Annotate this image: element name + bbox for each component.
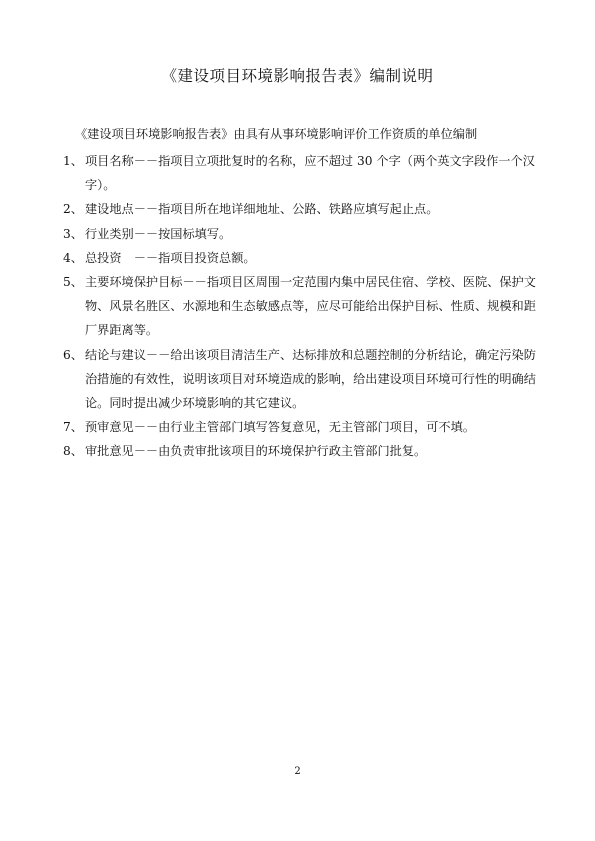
instruction-list bbox=[63, 149, 548, 464]
item-number: 4、 bbox=[63, 250, 83, 265]
list-item bbox=[63, 439, 548, 463]
list-item bbox=[63, 149, 548, 197]
item-number: 1、 bbox=[63, 154, 83, 168]
item-text: 结论与建议－－给出该项目清洁生产、达标排放和总题控制的分析结论，确定污染防治措施的有效性，说明该项目对环境造成的影响，给出建设项目环境可行性的明确结论。同时提出减少环境影响的其它建议。 bbox=[85, 347, 536, 411]
page-number: 2 bbox=[294, 766, 301, 777]
item-number: 7、 bbox=[63, 420, 83, 435]
list-item bbox=[63, 246, 548, 270]
item-number: 8、 bbox=[63, 444, 83, 459]
item-text: 主要环境保护目标－－指项目区周围一定范围内集中居民住宿、学校、医院、保护文物、风景名胜区、水源地和生态敏感点等，应尽可能给出保护目标、性质、规模和距厂界距离等。 bbox=[85, 275, 536, 338]
item-text: 建设地点－－指项目所在地详细地址、公路、铁路应填写起止点。 bbox=[85, 202, 439, 217]
item-text: 审批意见－－由负责审批该项目的环境保护行政主管部门批复。 bbox=[85, 444, 427, 459]
item-text: 行业类别－－按国标填写。 bbox=[85, 226, 232, 241]
list-item bbox=[63, 222, 548, 246]
item-text: 预审意见－－由行业主管部门填写答复意见，无主管部门项目，可不填。 bbox=[85, 420, 475, 435]
item-number: 5、 bbox=[63, 275, 83, 290]
item-text: 项目名称－－指项目立项批复时的名称，应不超过 30 个字（两个英文字段作一个汉字）。 bbox=[85, 154, 535, 193]
item-text: 总投资 －－指项目投资总额。 bbox=[85, 250, 256, 265]
item-number: 3、 bbox=[63, 226, 83, 241]
list-item bbox=[63, 415, 548, 439]
item-number: 2、 bbox=[63, 202, 83, 217]
list-item bbox=[63, 270, 548, 343]
list-item bbox=[63, 343, 548, 416]
item-number: 6、 bbox=[63, 347, 83, 362]
intro-paragraph: 《建设项目环境影响报告表》由具有从事环境影响评价工作资质的单位编制 bbox=[75, 127, 478, 141]
list-item bbox=[63, 197, 548, 221]
page-title: 《建设项目环境影响报告表》编制说明 bbox=[161, 67, 434, 85]
